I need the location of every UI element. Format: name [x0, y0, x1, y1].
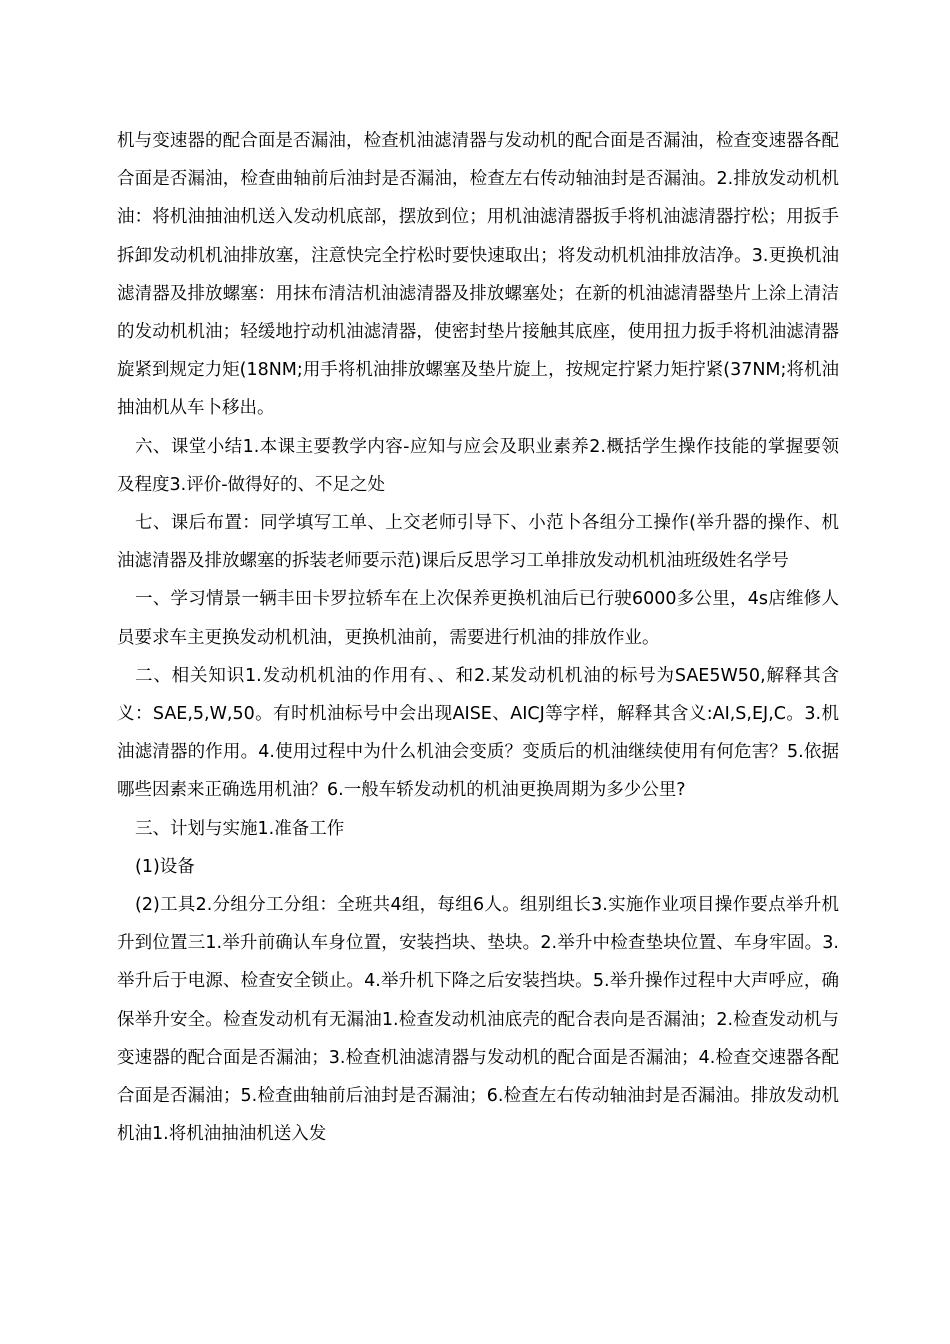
paragraph-equipment: (1)设备 [135, 856, 195, 877]
paragraph-after-class: 七、课后布置：同学填写工单、上交老师引导下、小范卜各组分工操作(举升器的操作、机油滤清器及排放螺塞的拆装老师要示范)课后反思学习工单排放发动机机油班级姓名学号 [117, 513, 839, 572]
paragraph-continuation: 机与变速器的配合面是否漏油，检查机油滤清器与发动机的配合面是否漏油，检查变速器各配合面是否漏油，检查曲轴前后油封是否漏油，检查左右传动轴油封是否漏油。2.排放发动机机油：将机油抽油机送入发动机底部，摆放到位；用机油滤清器扳手将机油滤清器拧松；用扳手拆卸发动机机油排放塞，注意快完全拧松时要快速取出；将发动机机油排放洁净。3.更换机油滤清器及排放螺塞：用抹布清洁机油滤清器及排放螺塞处；在新的机油滤清器垫片上涂上清洁的发动机机油；轻缓地拧动机油滤清器，使密封垫片接触其底座，使用扭力扳手将机油滤清器旋紧到规定力矩(18NM;用手将机油排放螺塞及垫片旋上，按规定拧紧力矩拧紧(37NM;将机油抽油机从车卜移出。 [117, 131, 839, 419]
paragraph-plan-implementation: 三、计划与实施1.准备工作 [135, 818, 345, 839]
paragraph-learning-scenario: 一、学习情景一辆丰田卡罗拉轿车在上次保养更换机油后已行驶6000多公里，4s店维修人员要求车主更换发动机机油，更换机油前，需要进行机油的排放作业。 [117, 589, 839, 648]
paragraph-class-summary: 六、课堂小结1.本课主要教学内容-应知与应会及职业素养2.概括学生操作技能的掌握要领及程度3.评价-做得好的、不足之处 [117, 436, 839, 495]
paragraph-related-knowledge: 二、相关知识1.发动机机油的作用有、、和2.某发动机机油的标号为SAE5W50,解释其含义：SAE,5,W,50。有时机油标号中会出现AISE、AICJ等字样，解释其含义:AI,S,EJ,C。3.机油滤清器的作用。4.使用过程中为什么机油会变质？变质后的机油继续使用有何危害？5.依据哪些因素来正确选用机油？6.一般车轿发动机的机油更换周期为多少公里? [117, 665, 839, 801]
paragraph-tools-and-steps: (2)工具2.分组分工分组：全班共4组，每组6人。组别组长3.实施作业项目操作要点举升机升到位置三1.举升前确认车身位置，安装挡块、垫块。2.举升中检查垫块位置、车身牢固。3.举升后于电源、检查安全锁止。4.举升机下降之后安装挡块。5.举升操作过程中大声呼应，确保举升安全。检查发动机有无漏油1.检查发动机油底壳的配合表向是否漏油；2.检查发动机与变速器的配合面是否漏油；3.检查机油滤清器与发动机的配合面是否漏油；4.检查交速器各配合面是否漏油；5.检查曲轴前后油封是否漏油；6.检查左右传动轴油封是否漏油。排放发动机机油1.将机油抽油机送入发 [117, 895, 839, 1145]
document-body [117, 122, 839, 1153]
